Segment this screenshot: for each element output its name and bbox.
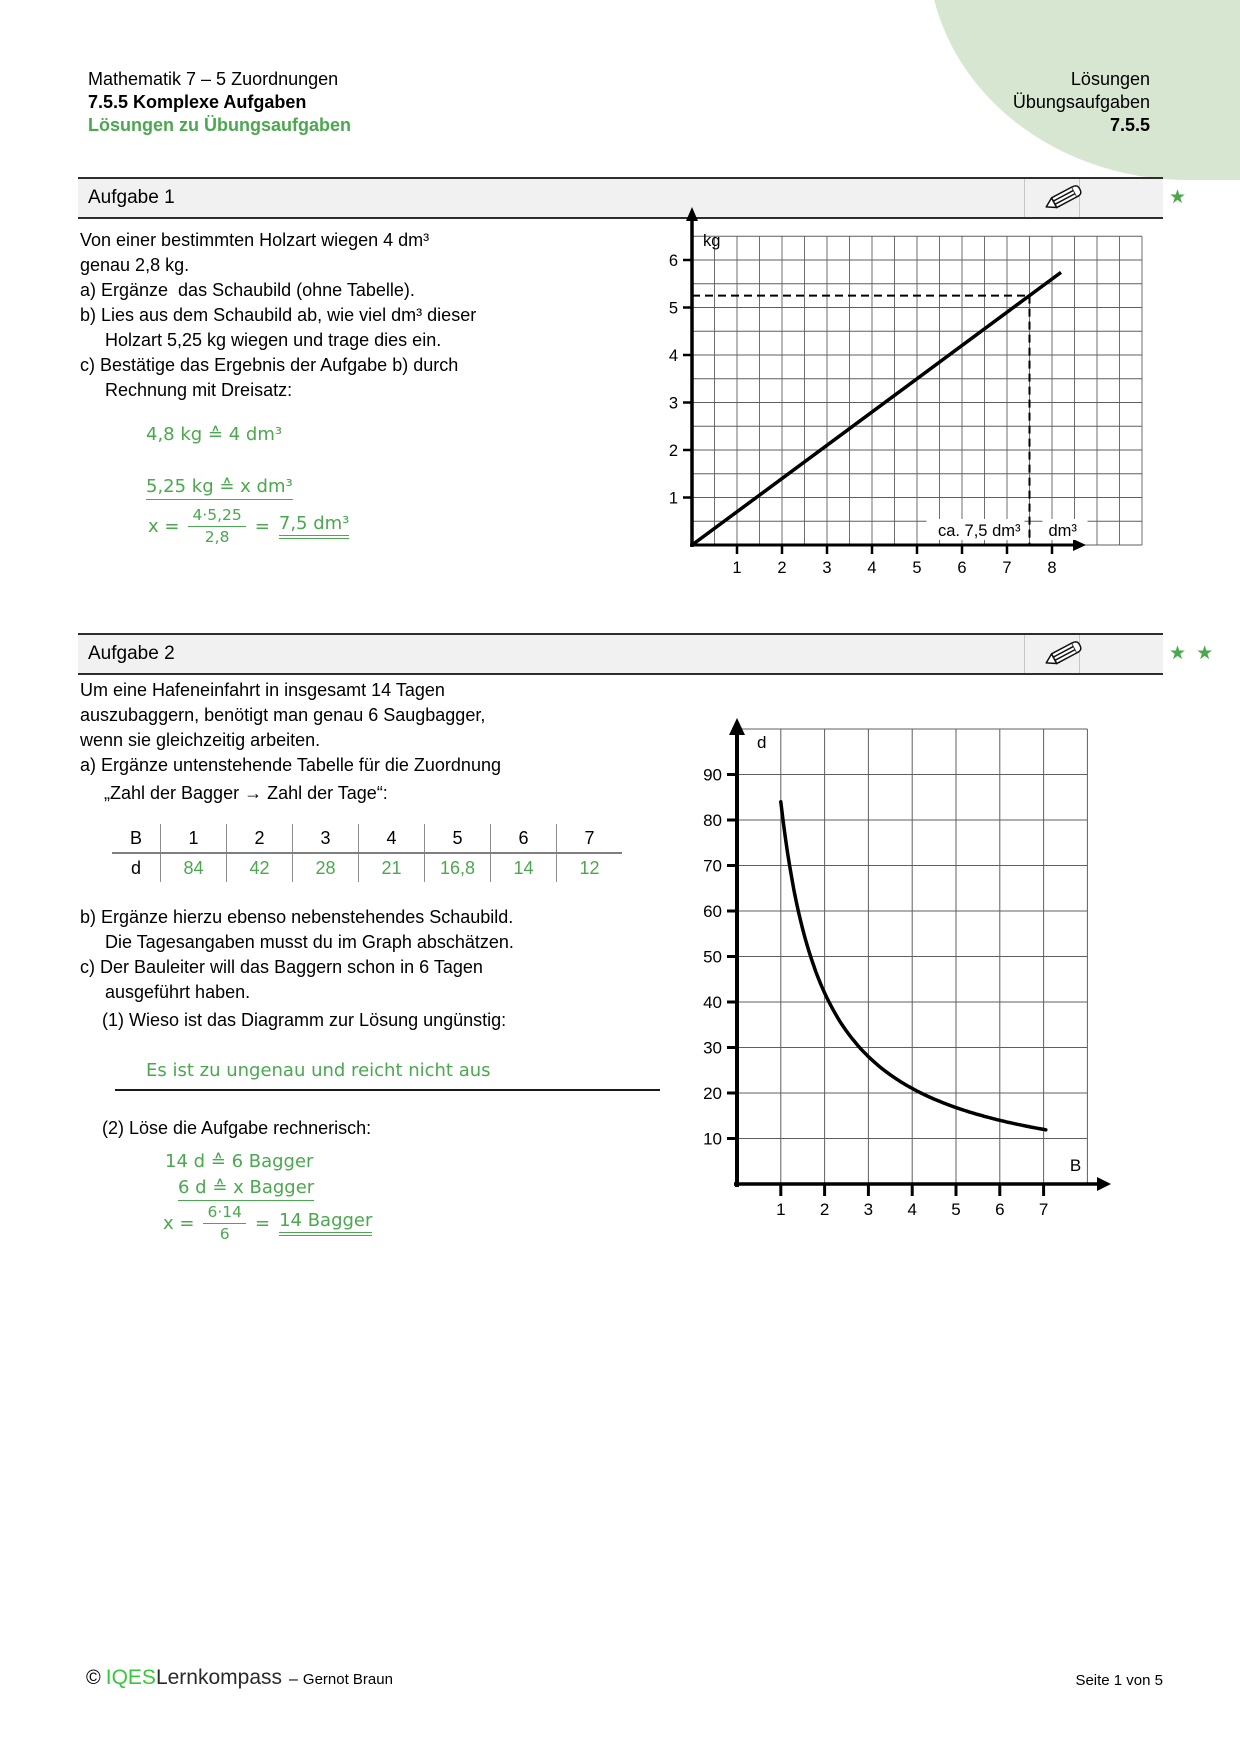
svg-text:3: 3 bbox=[822, 559, 832, 577]
task1-line: c) Bestätige das Ergebnis der Aufgabe b) durch bbox=[80, 355, 459, 375]
svg-text:5: 5 bbox=[951, 1200, 961, 1219]
table-cell: 42 bbox=[227, 853, 293, 882]
task1-line: genau 2,8 kg. bbox=[80, 255, 190, 275]
task2-part2-label: (2) Löse die Aufgabe rechnerisch: bbox=[102, 1118, 372, 1138]
task1-solution-equation bbox=[148, 506, 349, 546]
table-cell: 28 bbox=[293, 853, 359, 882]
task2-line: Um eine Hafeneinfahrt in insgesamt 14 Tagen bbox=[80, 680, 445, 700]
difficulty-stars: ★ bbox=[1169, 186, 1189, 208]
svg-text:40: 40 bbox=[703, 993, 722, 1012]
task2-solution-row2: 6 d ≙ x Bagger bbox=[178, 1177, 314, 1201]
svg-text:7: 7 bbox=[1002, 559, 1012, 577]
task1-result: 7,5 dm³ bbox=[279, 513, 350, 539]
svg-text:3: 3 bbox=[863, 1200, 874, 1219]
task1-line: Rechnung mit Dreisatz: bbox=[105, 380, 293, 400]
task2-line: auszubaggern, benötigt man genau 6 Saugbagger, bbox=[80, 705, 486, 725]
svg-text:3: 3 bbox=[668, 394, 678, 413]
table-cell: 12 bbox=[579, 857, 600, 878]
page-subtitle: Lösungen zu Übungsaufgaben bbox=[88, 115, 351, 135]
svg-text:6: 6 bbox=[668, 252, 678, 270]
task2-line: a) Ergänze untenstehende Tabelle für die Zuordnung bbox=[80, 755, 501, 775]
table-cell: 16,8 bbox=[425, 853, 491, 882]
equals-sign: = bbox=[254, 515, 270, 537]
bagger-tage-table bbox=[112, 824, 622, 882]
difficulty-stars: ★ ★ bbox=[1169, 642, 1216, 664]
footer-dash: – bbox=[289, 1671, 298, 1688]
table-cell: 2 bbox=[227, 824, 293, 853]
svg-text:2: 2 bbox=[819, 1200, 830, 1219]
task1-solution-row2: 5,25 kg ≙ x dm³ bbox=[146, 476, 293, 500]
table-cell: B bbox=[112, 824, 161, 853]
task1-solution-row1: 4,8 kg ≙ 4 dm³ bbox=[146, 424, 283, 445]
task2-line: wenn sie gleichzeitig arbeiten. bbox=[80, 730, 321, 750]
table-header-row bbox=[112, 824, 622, 853]
chart-kg-per-dm3 bbox=[645, 198, 1175, 578]
corner-label-1: Lösungen bbox=[1070, 69, 1150, 89]
svg-text:2: 2 bbox=[668, 442, 678, 460]
course-title: Mathematik 7 – 5 Zuordnungen bbox=[88, 69, 339, 89]
brand-iqes: IQES bbox=[105, 1666, 156, 1689]
task2-solution-row1: 14 d ≙ 6 Bagger bbox=[165, 1151, 314, 1172]
task2-title: Aufgabe 2 bbox=[88, 643, 175, 664]
task2-line: ausgeführt haben. bbox=[105, 982, 251, 1002]
footer-brand bbox=[86, 1666, 393, 1690]
task2-line: „Zahl der Bagger → Zahl der Tage“: bbox=[104, 783, 388, 803]
task2-line: Die Tagesangaben musst du im Graph abschätzen. bbox=[105, 932, 514, 952]
svg-text:4: 4 bbox=[668, 347, 678, 365]
svg-text:50: 50 bbox=[703, 947, 722, 967]
svg-text:4: 4 bbox=[867, 559, 877, 577]
table-cell: 14 bbox=[491, 853, 557, 882]
svg-text:80: 80 bbox=[703, 811, 722, 830]
chart-bagger-tage bbox=[645, 700, 1115, 1235]
table-cell: d bbox=[112, 853, 161, 882]
table-data-row bbox=[112, 853, 622, 882]
svg-text:ca. 7,5 dm³: ca. 7,5 dm³ bbox=[937, 522, 1021, 540]
svg-text:6: 6 bbox=[995, 1200, 1005, 1219]
brand-lernkompass: Lernkompass bbox=[155, 1666, 282, 1689]
svg-text:1: 1 bbox=[668, 489, 678, 508]
svg-text:1: 1 bbox=[732, 559, 742, 577]
task1-title: Aufgabe 1 bbox=[88, 187, 175, 208]
pencil-icon bbox=[1024, 637, 1157, 676]
task2-header-bar bbox=[78, 633, 1216, 675]
table-cell: 1 bbox=[161, 824, 227, 853]
task1-line: a) Ergänze das Schaubild (ohne Tabelle). bbox=[80, 280, 415, 300]
chapter-title: 7.5.5 Komplexe Aufgaben bbox=[88, 92, 307, 112]
svg-text:7: 7 bbox=[1038, 1200, 1049, 1219]
copyright-icon: © bbox=[86, 1667, 101, 1689]
svg-text:5: 5 bbox=[912, 559, 922, 577]
svg-text:8: 8 bbox=[1047, 559, 1057, 577]
task2-line: c) Der Bauleiter will das Baggern schon in 6 Tagen bbox=[80, 957, 483, 977]
svg-text:B: B bbox=[1069, 1156, 1082, 1175]
table-cell: 21 bbox=[359, 853, 425, 882]
svg-text:70: 70 bbox=[703, 856, 722, 876]
svg-text:d: d bbox=[757, 733, 767, 752]
svg-text:2: 2 bbox=[777, 559, 787, 577]
page-number: Seite 1 von 5 bbox=[1075, 1672, 1163, 1689]
svg-text:5: 5 bbox=[668, 299, 678, 318]
fraction: $\frac{4\cdot 5,25}{2,8}$ bbox=[188, 506, 245, 546]
table-cell: 84 bbox=[161, 853, 227, 882]
x-prefix: x = bbox=[148, 515, 180, 537]
task2-solution-equation bbox=[163, 1203, 372, 1243]
table-cell: 4 bbox=[359, 824, 425, 853]
answer-line bbox=[115, 1089, 660, 1091]
task1-line: Holzart 5,25 kg wiegen und trage dies ein. bbox=[105, 330, 442, 350]
equals-sign: = bbox=[254, 1212, 271, 1234]
svg-text:kg: kg bbox=[703, 232, 721, 250]
svg-text:60: 60 bbox=[703, 902, 722, 921]
task2-line: b) Ergänze hierzu ebenso nebenstehendes Schaubild. bbox=[80, 907, 514, 927]
svg-text:30: 30 bbox=[703, 1038, 722, 1058]
table-cell: 5 bbox=[425, 824, 491, 853]
fraction: $\frac{6\cdot 14}{6}$ bbox=[203, 1203, 246, 1243]
svg-text:4: 4 bbox=[907, 1200, 917, 1219]
table-cell: 7 bbox=[557, 824, 623, 853]
svg-text:dm³: dm³ bbox=[1048, 522, 1077, 540]
task1-line: b) Lies aus dem Schaubild ab, wie viel dm³ dieser bbox=[80, 305, 477, 325]
corner-label-2: Übungsaufgaben bbox=[1012, 92, 1150, 112]
x-prefix: x = bbox=[163, 1212, 195, 1234]
task2-free-answer: Es ist zu ungenau und reicht nicht aus bbox=[146, 1060, 491, 1081]
table-cell: 3 bbox=[293, 824, 359, 853]
svg-text:90: 90 bbox=[703, 765, 722, 785]
task2-line: (1) Wieso ist das Diagramm zur Lösung ungünstig: bbox=[102, 1010, 507, 1030]
table-cell: 6 bbox=[491, 824, 557, 853]
svg-text:20: 20 bbox=[703, 1084, 722, 1103]
svg-text:1: 1 bbox=[776, 1200, 786, 1219]
corner-label-3: 7.5.5 bbox=[1109, 115, 1150, 135]
footer-author: Gernot Braun bbox=[302, 1671, 393, 1688]
task1-line: Von einer bestimmten Holzart wiegen 4 dm³ bbox=[80, 230, 430, 250]
svg-text:10: 10 bbox=[703, 1129, 722, 1149]
svg-text:6: 6 bbox=[957, 559, 967, 577]
task2-result: 14 Bagger bbox=[279, 1210, 372, 1236]
